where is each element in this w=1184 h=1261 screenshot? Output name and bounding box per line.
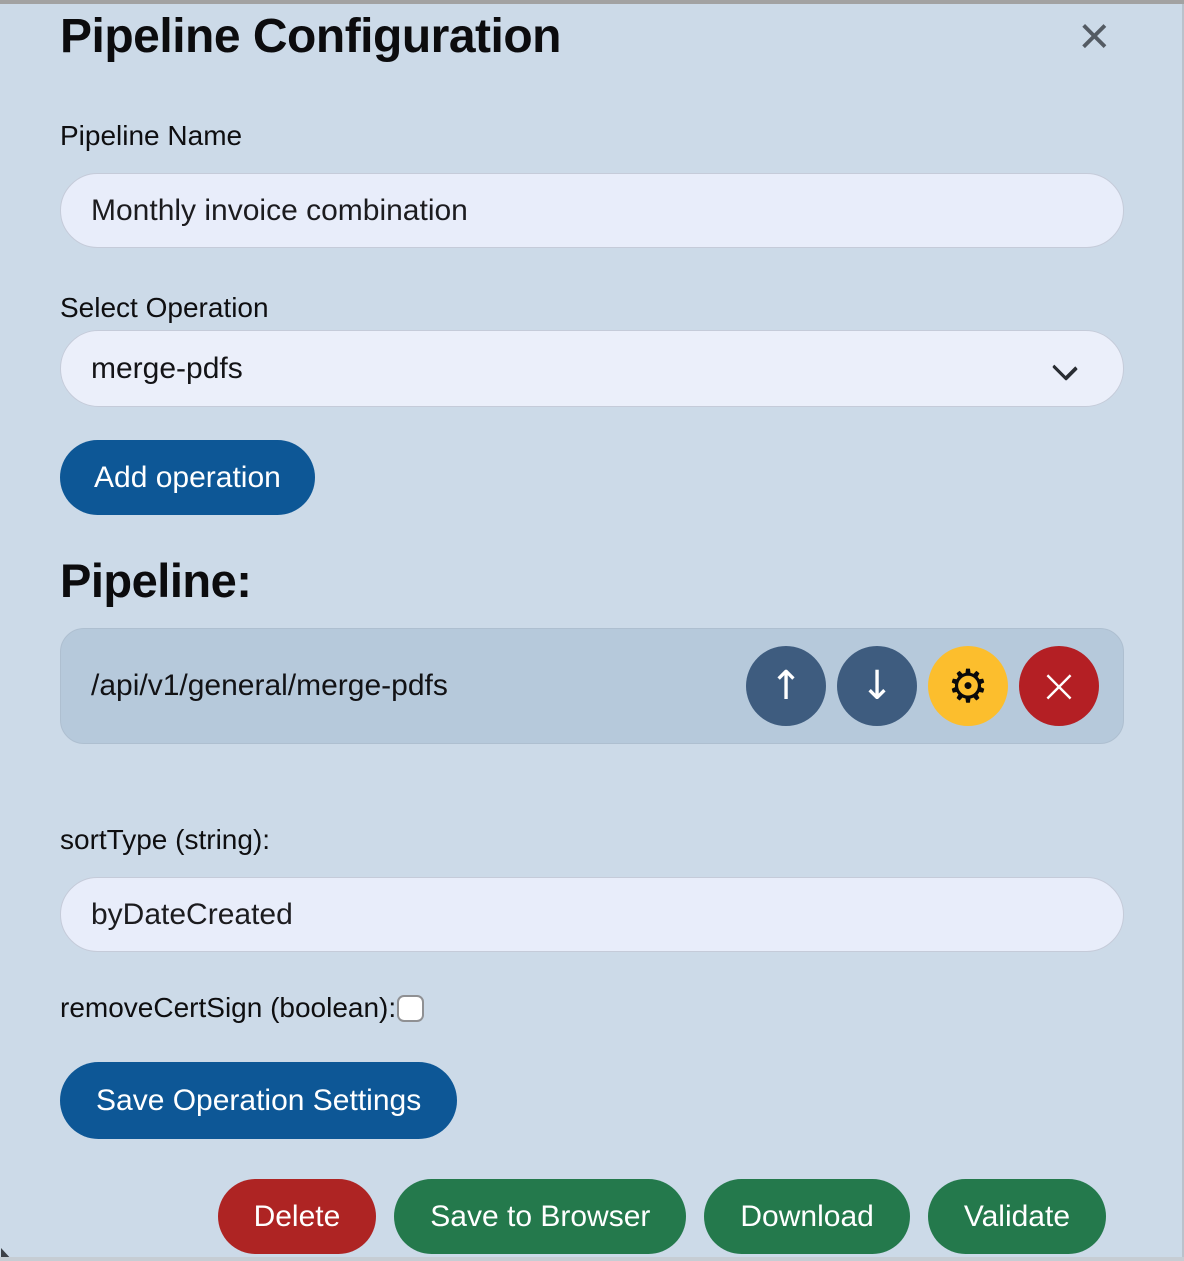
pipeline-item-row [60, 628, 1124, 744]
operation-select[interactable] [60, 330, 1124, 407]
operation-settings-button[interactable] [928, 646, 1008, 726]
dialog-title: Pipeline Configuration [60, 10, 561, 63]
sort-type-input[interactable] [60, 877, 1124, 952]
validate-button[interactable]: Validate [928, 1179, 1106, 1254]
remove-cert-sign-label: removeCertSign (boolean): [60, 992, 397, 1023]
operation-select-value: merge-pdfs [91, 351, 243, 385]
pipeline-heading: Pipeline: [60, 554, 252, 607]
pipeline-name-input[interactable] [60, 173, 1124, 248]
pipeline-configuration-dialog [0, 6, 1184, 1254]
remove-operation-button[interactable] [1019, 646, 1099, 726]
remove-cert-sign-checkbox[interactable] [397, 995, 424, 1022]
add-operation-button[interactable]: Add operation [60, 440, 315, 515]
delete-button[interactable]: Delete [218, 1179, 377, 1254]
gear-icon: ⚙ [947, 659, 989, 713]
save-operation-settings-button[interactable]: Save Operation Settings [60, 1062, 457, 1139]
pipeline-name-label: Pipeline Name [60, 120, 243, 151]
window-bottom-edge [0, 1257, 1184, 1261]
save-to-browser-button[interactable]: Save to Browser [394, 1179, 686, 1254]
pipeline-endpoint-text: /api/v1/general/merge-pdfs [91, 669, 448, 702]
select-operation-label: Select Operation [60, 292, 269, 323]
close-icon[interactable]: × [1078, 6, 1110, 66]
dialog-footer [60, 1179, 1124, 1254]
sort-type-label: sortType (string): [60, 824, 271, 855]
chevron-down-icon [1052, 355, 1078, 381]
arrow-down-icon: ↓ [860, 663, 894, 709]
move-down-button[interactable] [837, 646, 917, 726]
remove-cert-sign-row [60, 992, 1124, 1024]
download-button[interactable]: Download [704, 1179, 909, 1254]
move-up-button[interactable] [746, 646, 826, 726]
dialog-header [60, 6, 1124, 68]
remove-x-icon: × [1038, 658, 1080, 714]
pipeline-item-controls [746, 646, 1099, 726]
arrow-up-icon: ↑ [769, 663, 803, 709]
